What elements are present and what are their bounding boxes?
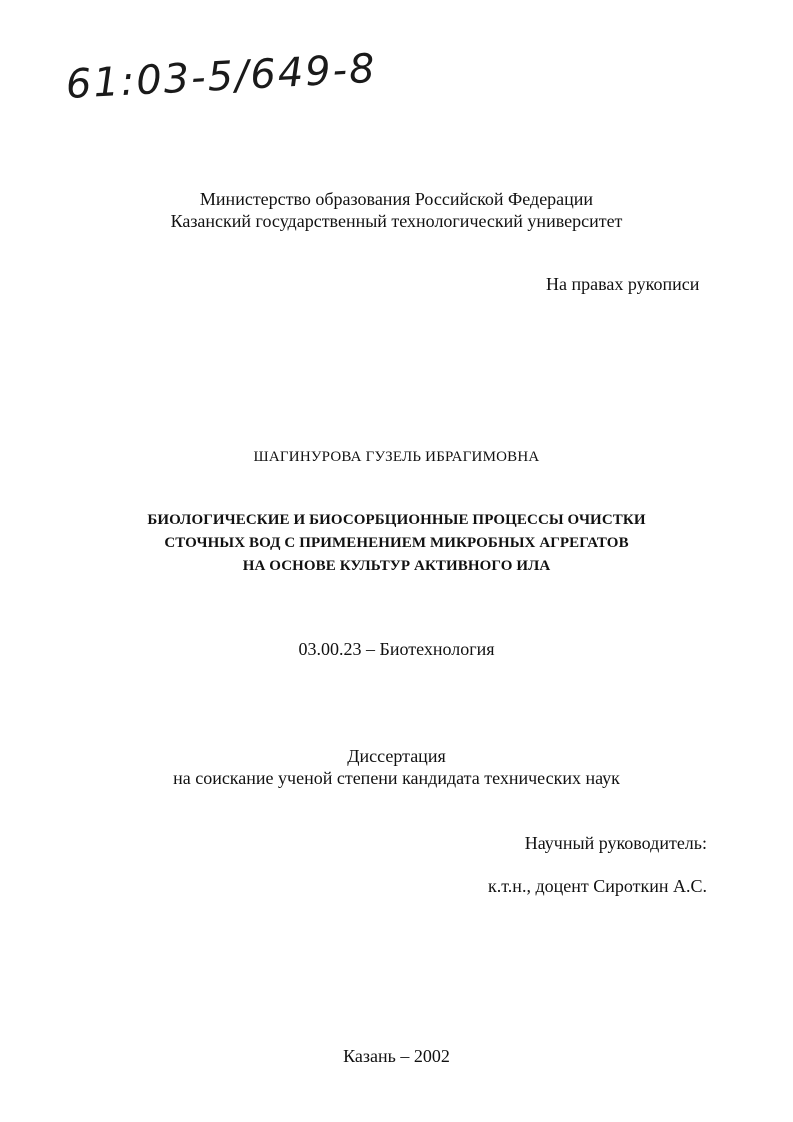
supervisor-name: к.т.н., доцент Сироткин А.С. — [488, 876, 707, 896]
degree-type: Диссертация — [347, 746, 446, 766]
dissertation-title-line-2: СТОЧНЫХ ВОД С ПРИМЕНЕНИЕМ МИКРОБНЫХ АГРЕГАТОВ — [164, 535, 629, 551]
dissertation-title-line-1: БИОЛОГИЧЕСКИЕ И БИОСОРБЦИОННЫЕ ПРОЦЕССЫ ОЧИСТКИ — [147, 512, 646, 528]
dissertation-title-line-3: НА ОСНОВЕ КУЛЬТУР АКТИВНОГО ИЛА — [242, 558, 551, 574]
place-year: Казань – 2002 — [343, 1046, 450, 1066]
rights-note: На правах рукописи — [546, 274, 700, 294]
handwritten-archive-number: 61:03-5/649-8 — [64, 45, 378, 108]
specialty: 03.00.23 – Биотехнология — [298, 639, 495, 659]
supervisor-label: Научный руководитель: — [524, 833, 707, 853]
ministry-name: Министерство образования Российской Федерации — [199, 189, 594, 209]
university-name: Казанский государственный технологический университет — [170, 211, 623, 231]
author-name: ШАГИНУРОВА ГУЗЕЛЬ ИБРАГИМОВНА — [253, 449, 540, 465]
degree-purpose: на соискание ученой степени кандидата технических наук — [173, 768, 620, 788]
